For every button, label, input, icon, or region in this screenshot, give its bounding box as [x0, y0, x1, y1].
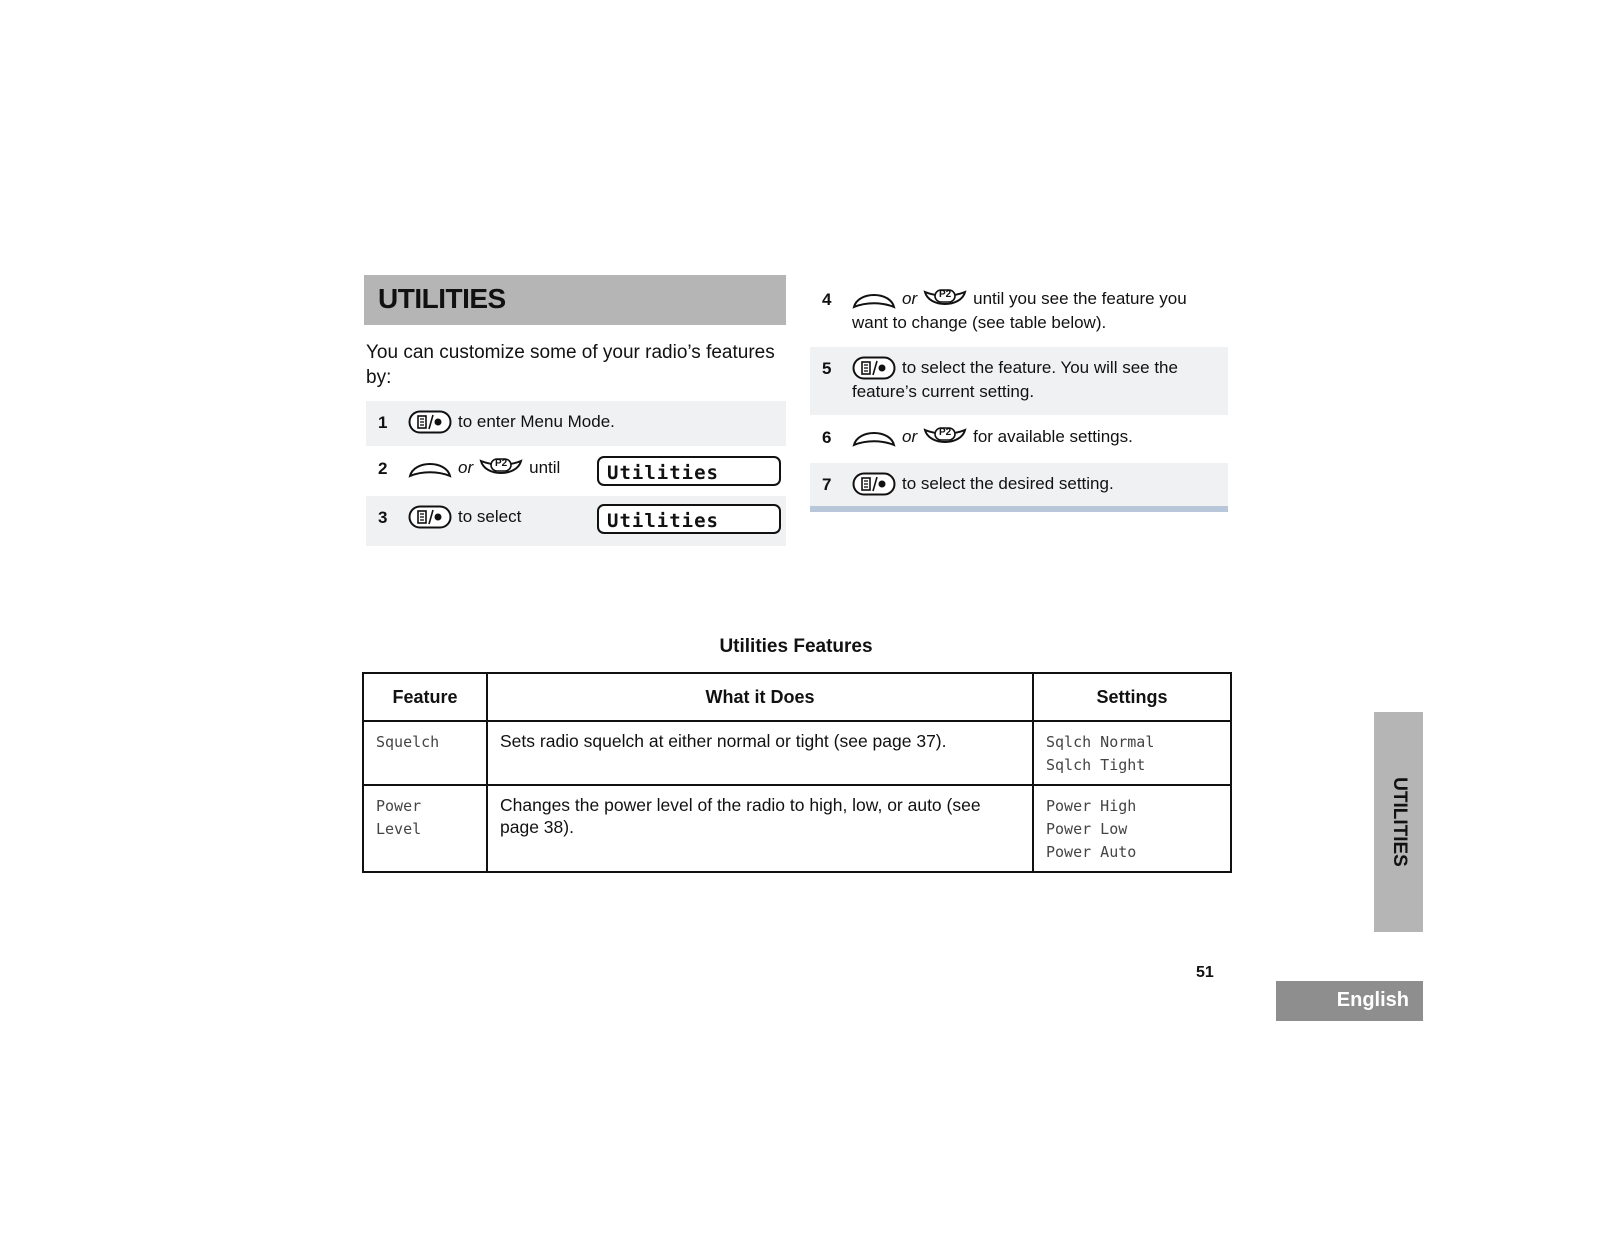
- feature-cell: [363, 785, 487, 872]
- steps-bottom-rule: [810, 506, 1228, 512]
- step-text: for available settings.: [973, 427, 1133, 446]
- column-header-settings: Settings: [1033, 673, 1231, 721]
- description-cell: Sets radio squelch at either normal or tight (see page 37).: [487, 721, 1033, 785]
- step-number: 4: [822, 290, 832, 309]
- intro-text: You can customize some of your radio’s features by:: [366, 342, 775, 388]
- settings-values: Power High Power Low Power Auto: [1046, 797, 1137, 861]
- section-header: [364, 275, 786, 325]
- step-text: until: [529, 458, 561, 477]
- lcd-display: Utilities: [597, 456, 781, 486]
- step-text: to select the feature. You will see the: [902, 358, 1178, 377]
- menu-select-button-icon: [408, 410, 452, 434]
- features-table: [362, 672, 1232, 873]
- step-number: 7: [822, 475, 832, 494]
- column-header-feature: Feature: [363, 673, 487, 721]
- or-text: or: [902, 427, 918, 446]
- step-2: [366, 447, 786, 495]
- step-1: [366, 401, 786, 446]
- step-number: 1: [378, 413, 388, 432]
- step-text: to select: [458, 507, 522, 526]
- menu-select-button-icon: [852, 356, 896, 380]
- p2-down-button-icon: P2: [923, 425, 967, 449]
- table-title: Utilities Features: [719, 636, 873, 657]
- step-4: [810, 278, 1228, 346]
- step-number: 2: [378, 459, 388, 478]
- step-number: 6: [822, 428, 832, 447]
- feature-cell: [363, 721, 487, 785]
- section-title: UTILITIES: [378, 283, 506, 314]
- table-row: [363, 785, 1231, 872]
- menu-select-button-icon: [852, 472, 896, 496]
- or-text: or: [458, 458, 474, 477]
- language-label: English: [1336, 989, 1409, 1011]
- step-3: [366, 496, 786, 546]
- feature-name: Power Level: [376, 797, 422, 838]
- step-number: 3: [378, 508, 388, 527]
- step-5: [810, 347, 1228, 415]
- menu-select-button-icon: [408, 505, 452, 529]
- settings-cell: [1033, 785, 1231, 872]
- up-arrow-button-icon: [852, 287, 896, 311]
- p2-down-button-icon: P2: [479, 456, 523, 480]
- description-cell: Changes the power level of the radio to high, low, or auto (see page 38).: [487, 785, 1033, 872]
- feature-name: Squelch: [376, 733, 440, 751]
- step-number: 5: [822, 359, 832, 378]
- step-text: to select the desired setting.: [902, 474, 1114, 493]
- up-arrow-button-icon: [408, 456, 452, 480]
- up-arrow-button-icon: [852, 425, 896, 449]
- side-tab-label: UTILITIES: [1388, 777, 1410, 867]
- page-number: 51: [1196, 964, 1214, 981]
- column-header-description: What it Does: [487, 673, 1033, 721]
- language-tab: [1276, 981, 1423, 1021]
- settings-values: Sqlch Normal Sqlch Tight: [1046, 733, 1155, 774]
- step-7: [810, 463, 1228, 506]
- step-6: [810, 416, 1228, 462]
- step-text: to enter Menu Mode.: [458, 412, 615, 431]
- lcd-display: Utilities: [597, 504, 781, 534]
- table-header-row: [363, 673, 1231, 721]
- table-row: [363, 721, 1231, 785]
- step-text-continued: feature’s current setting.: [852, 382, 1035, 401]
- section-side-tab: [1374, 712, 1423, 932]
- settings-cell: [1033, 721, 1231, 785]
- step-text: until you see the feature you: [973, 289, 1187, 308]
- or-text: or: [902, 289, 918, 308]
- p2-down-button-icon: P2: [923, 287, 967, 311]
- step-text-continued: want to change (see table below).: [852, 313, 1107, 332]
